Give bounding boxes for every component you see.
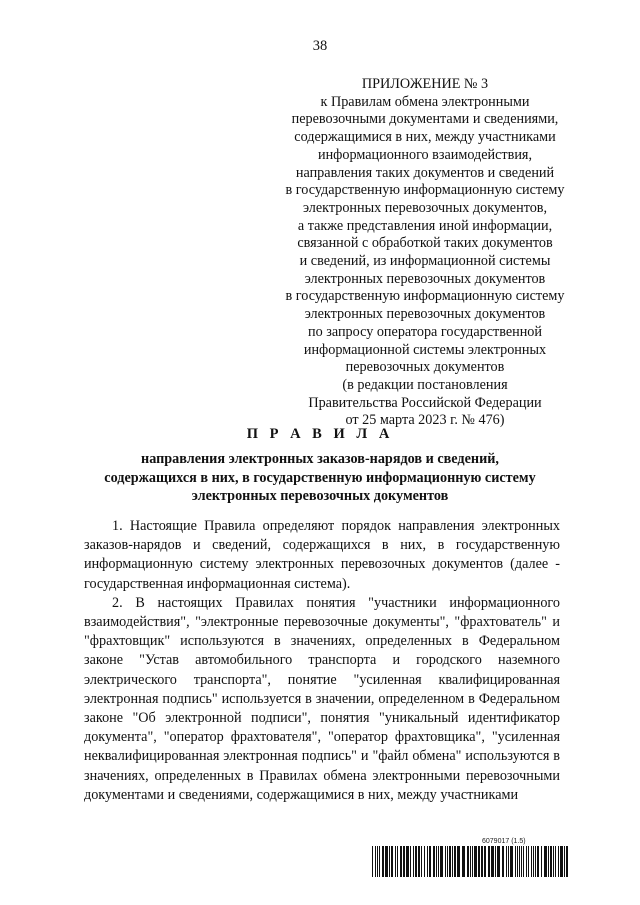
appendix-line: а также представления иной информации,	[297, 217, 553, 234]
appendix-line: в государственную информационную систему	[285, 182, 565, 199]
subtitle-line: содержащихся в них, в государственную информационную систему	[104, 469, 536, 486]
appendix-line: информационного взаимодействия,	[317, 146, 533, 163]
appendix-line: от 25 марта 2023 г. № 476)	[345, 412, 505, 429]
subtitle-line: направления электронных заказов-нарядов и сведений,	[141, 451, 499, 467]
appendix-line: по запросу оператора государственной	[308, 323, 542, 340]
appendix-line: (в редакции постановления	[342, 376, 508, 393]
appendix-line: электронных перевозочных документов,	[302, 199, 548, 216]
page-number: 38	[312, 38, 328, 54]
appendix-line: перевозочными документами и сведениями,	[291, 111, 559, 128]
appendix-line: Правительства Российской Федерации	[308, 394, 542, 411]
document-title: П Р А В И Л А	[246, 426, 394, 442]
document-subtitle	[80, 450, 560, 506]
appendix-line: к Правилам обмена электронными	[320, 93, 530, 110]
paragraph-2: 2. В настоящих Правилах понятия "участники информационного взаимодействия", "электронные перевозочные документы", "фрахтователь" и "фрахтовщик" используются в значениях, определенных в Федеральном законе "Устав автомобильного транспорта и городского наземного электрического транспорта", понятие "усиленная квалифицированная электронная подпись" используется в значении, определенном в Федеральном законе "Об электронной подписи", понятия "уникальный идентификатор документа", "оператор фрахтователя", "оператор фрахтовщика", "усиленная неквалифицированная электронная подпись" и "файл обмена" используются в значениях, определенных в Правилах обмена электронными перевозочными документами и сведениями, содержащимися в них, между участниками	[84, 594, 560, 803]
appendix-line: направления таких документов и сведений	[295, 164, 555, 181]
barcode-number: 6079017 (1.5)	[482, 838, 526, 845]
paragraph-1: 1. Настоящие Правила определяют порядок направления электронных заказов-нарядов и сведений, содержащихся в них, в государственную информационную систему электронных перевозочных документов (далее - государственная информационная система).	[84, 518, 560, 592]
appendix-line: ПРИЛОЖЕНИЕ № 3	[361, 76, 489, 92]
appendix-line: информационной системы электронных	[303, 341, 547, 358]
appendix-line: содержащимися в них, между участниками	[294, 129, 556, 146]
appendix-header	[258, 76, 592, 430]
barcode-icon	[372, 846, 568, 877]
appendix-line: перевозочных документов	[345, 359, 505, 376]
appendix-line: в государственную информационную систему	[285, 288, 565, 305]
subtitle-line: электронных перевозочных документов	[191, 488, 449, 505]
document-body	[84, 517, 560, 805]
appendix-line: электронных перевозочных документов	[304, 306, 546, 323]
appendix-line: электронных перевозочных документов	[304, 270, 546, 287]
appendix-line: и сведений, из информационной системы	[299, 253, 551, 270]
appendix-line: связанной с обработкой таких документов	[297, 235, 553, 252]
